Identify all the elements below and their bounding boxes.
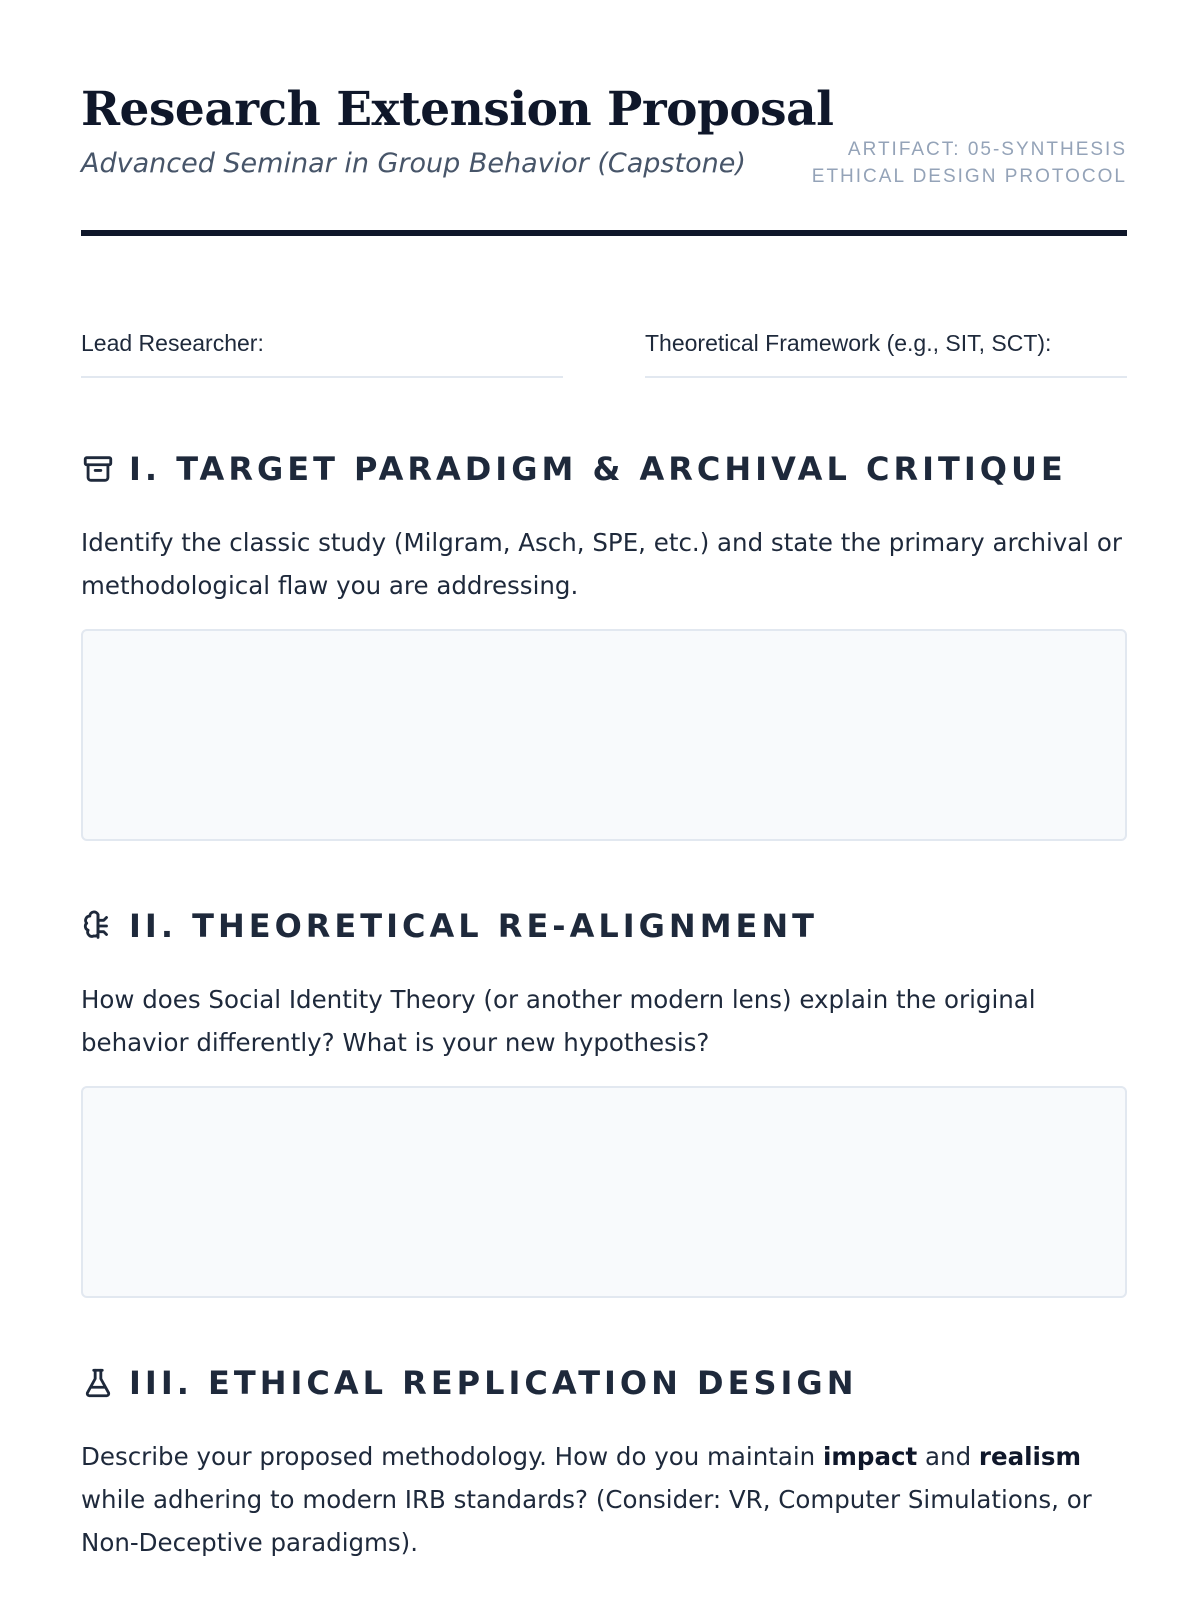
document-header	[81, 0, 1127, 236]
framework-label: Theoretical Framework (e.g., SIT, SCT):	[645, 330, 1052, 356]
lead-researcher-field[interactable]	[81, 330, 563, 378]
emphasis-realism: realism	[978, 1442, 1082, 1471]
section-3-prompt	[81, 1435, 1127, 1564]
archive-icon	[81, 452, 115, 486]
section-1-title: I. TARGET PARADIGM & ARCHIVAL CRITIQUE	[129, 450, 1067, 488]
section-3-heading	[81, 1364, 857, 1402]
section-2-prompt: How does Social Identity Theory (or another modern lens) explain the original behavior differently? What is your new hypothesis?	[81, 985, 1036, 1057]
framework-field[interactable]	[645, 330, 1127, 378]
brain-icon	[81, 909, 115, 943]
proposal-page	[81, 0, 1127, 1557]
researcher-fields	[81, 330, 1127, 378]
section-2-title: II. THEORETICAL RE-ALIGNMENT	[129, 907, 818, 945]
section-3-prompt-part1: Describe your proposed methodology. How do you maintain	[81, 1442, 823, 1471]
artifact-code: ARTIFACT: 05-SYNTHESIS	[847, 139, 1127, 160]
section-3-title: III. ETHICAL REPLICATION DESIGN	[129, 1364, 858, 1402]
section-3-prompt-part2: and	[917, 1442, 979, 1471]
section-1-answer-box[interactable]	[81, 629, 1127, 841]
page-subtitle: Advanced Seminar in Group Behavior (Capstone)	[81, 148, 746, 179]
section-3-prompt-part3: while adhering to modern IRB standards? (Consider: VR, Computer Simulations, or Non-Deceptive paradigms).	[81, 1485, 1092, 1557]
page-title: Research Extension Proposal	[81, 82, 834, 137]
section-1-prompt: Identify the classic study (Milgram, Asch, SPE, etc.) and state the primary archival or methodological flaw you are addressing.	[81, 528, 1122, 600]
lead-researcher-label: Lead Researcher:	[81, 330, 264, 356]
section-2-answer-box[interactable]	[81, 1086, 1127, 1298]
section-1-heading	[81, 450, 1067, 488]
emphasis-impact: impact	[823, 1442, 918, 1471]
protocol-label: ETHICAL DESIGN PROTOCOL	[811, 166, 1127, 187]
artifact-meta	[812, 136, 1127, 190]
section-2-heading	[81, 907, 818, 945]
flask-icon	[81, 1366, 115, 1400]
